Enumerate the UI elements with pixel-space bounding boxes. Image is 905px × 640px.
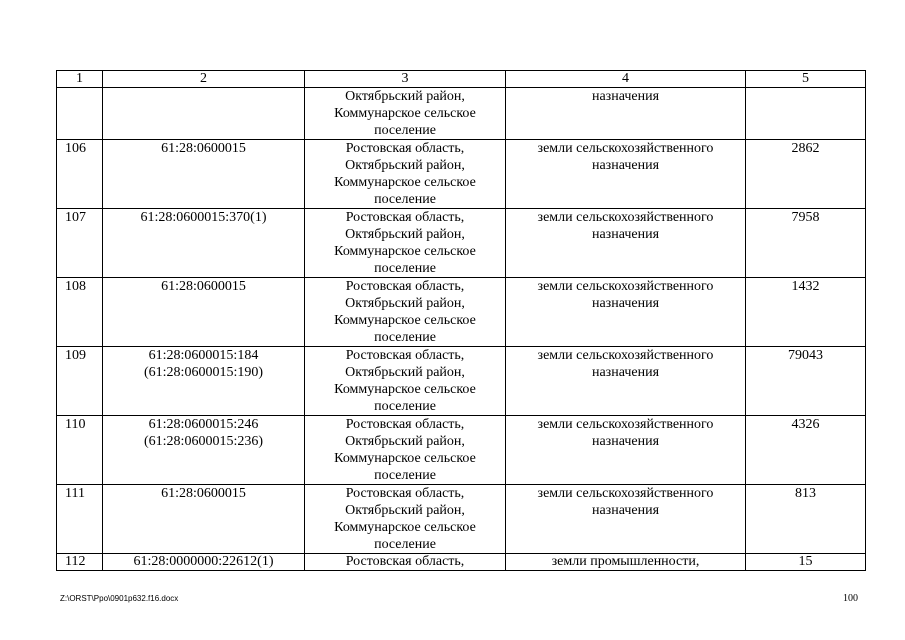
location-line: поселение — [374, 261, 436, 276]
location-cell — [305, 209, 506, 278]
location-line: Коммунарское сельское — [334, 382, 476, 397]
location-line: Октябрьский район, — [345, 503, 465, 518]
location-line: Коммунарское сельское — [334, 244, 476, 259]
cadastral-number-line: 61:28:0600015 — [161, 141, 246, 156]
location-line: Октябрьский район, — [345, 296, 465, 311]
land-category-line: назначения — [591, 503, 660, 518]
row-number-cell: 108 — [57, 278, 103, 347]
land-category-cell — [506, 140, 746, 209]
land-category-line: земли промышленности, — [551, 554, 700, 569]
cadastral-number-cell — [103, 88, 305, 140]
location-cell — [305, 140, 506, 209]
location-line: поселение — [374, 123, 436, 138]
location-line: поселение — [374, 468, 436, 483]
row-number-cell: 109 — [57, 347, 103, 416]
cadastral-number-line: (61:28:0600015:190) — [144, 365, 263, 380]
cadastral-number-cell — [103, 140, 305, 209]
location-cell — [305, 485, 506, 554]
area-cell: 813 — [746, 485, 866, 554]
location-line: Октябрьский район, — [345, 227, 465, 242]
location-cell — [305, 554, 506, 571]
location-cell — [305, 278, 506, 347]
location-line: Ростовская область, — [345, 417, 465, 432]
cadastral-number-line: 61:28:0000000:22612(1) — [133, 554, 274, 569]
location-line: поселение — [374, 330, 436, 345]
row-number-cell — [57, 88, 103, 140]
cadastral-number-line: 61:28:0600015:246 — [148, 417, 259, 432]
cadastral-number-line: 61:28:0600015:184 — [148, 348, 259, 363]
land-category-line: назначения — [591, 227, 660, 242]
land-category-cell — [506, 554, 746, 571]
location-line: Ростовская область, — [345, 348, 465, 363]
land-category-cell — [506, 88, 746, 140]
location-line: поселение — [374, 192, 436, 207]
area-cell: 7958 — [746, 209, 866, 278]
area-cell: 15 — [746, 554, 866, 571]
land-category-line: назначения — [591, 158, 660, 173]
table-row — [57, 416, 866, 485]
document-file-path: Z:\ORST\Ppo\0901p632.f16.docx — [60, 594, 179, 603]
location-line: Ростовская область, — [345, 486, 465, 501]
location-line: Ростовская область, — [345, 279, 465, 294]
location-cell — [305, 347, 506, 416]
land-category-line: земли сельскохозяйственного — [537, 348, 714, 363]
location-line: Октябрьский район, — [345, 434, 465, 449]
land-category-line: назначения — [591, 296, 660, 311]
land-category-cell — [506, 278, 746, 347]
land-category-cell — [506, 416, 746, 485]
area-cell: 2862 — [746, 140, 866, 209]
row-number-cell: 110 — [57, 416, 103, 485]
page-number: 100 — [843, 593, 858, 604]
table-row — [57, 347, 866, 416]
area-cell: 1432 — [746, 278, 866, 347]
location-cell — [305, 88, 506, 140]
location-line: Коммунарское сельское — [334, 106, 476, 121]
cadastral-number-cell — [103, 416, 305, 485]
location-line: поселение — [374, 399, 436, 414]
land-category-line: земли сельскохозяйственного — [537, 417, 714, 432]
table-row — [57, 209, 866, 278]
continuation-row — [57, 88, 866, 140]
table-row — [57, 140, 866, 209]
area-cell: 4326 — [746, 416, 866, 485]
cadastral-number-cell — [103, 278, 305, 347]
land-category-line: земли сельскохозяйственного — [537, 279, 714, 294]
cadastral-number-cell — [103, 554, 305, 571]
table-row — [57, 278, 866, 347]
location-line: Ростовская область, — [345, 141, 465, 156]
location-cell — [305, 416, 506, 485]
cadastral-number-cell — [103, 485, 305, 554]
table-body — [57, 88, 866, 571]
location-line: Октябрьский район, — [345, 89, 465, 104]
location-line: Октябрьский район, — [345, 365, 465, 380]
row-number-cell: 111 — [57, 485, 103, 554]
location-line: Коммунарское сельское — [334, 175, 476, 190]
land-category-cell — [506, 347, 746, 416]
land-category-line: земли сельскохозяйственного — [537, 210, 714, 225]
location-line: Октябрьский район, — [345, 158, 465, 173]
column-number: 5 — [746, 71, 866, 88]
land-category-cell — [506, 209, 746, 278]
location-line: поселение — [374, 537, 436, 552]
column-number: 4 — [506, 71, 746, 88]
land-plots-table — [56, 70, 866, 571]
location-line: Коммунарское сельское — [334, 451, 476, 466]
column-number: 1 — [57, 71, 103, 88]
column-number: 2 — [103, 71, 305, 88]
land-category-line: земли сельскохозяйственного — [537, 141, 714, 156]
cadastral-number-line: 61:28:0600015:370(1) — [140, 210, 267, 225]
cadastral-number-line: (61:28:0600015:236) — [144, 434, 263, 449]
area-cell: 79043 — [746, 347, 866, 416]
column-number-row — [57, 71, 866, 88]
area-cell — [746, 88, 866, 140]
cadastral-number-line: 61:28:0600015 — [161, 279, 246, 294]
land-category-line: назначения — [591, 434, 660, 449]
table-row — [57, 485, 866, 554]
land-category-line: назначения — [591, 89, 660, 104]
column-number: 3 — [305, 71, 506, 88]
cadastral-number-cell — [103, 347, 305, 416]
location-line: Коммунарское сельское — [334, 520, 476, 535]
land-category-cell — [506, 485, 746, 554]
location-line: Ростовская область, — [345, 210, 465, 225]
row-number-cell: 107 — [57, 209, 103, 278]
land-category-line: назначения — [591, 365, 660, 380]
row-number-cell: 106 — [57, 140, 103, 209]
row-number-cell: 112 — [57, 554, 103, 571]
cadastral-number-line: 61:28:0600015 — [161, 486, 246, 501]
land-category-line: земли сельскохозяйственного — [537, 486, 714, 501]
cadastral-number-cell — [103, 209, 305, 278]
location-line: Коммунарское сельское — [334, 313, 476, 328]
location-line: Ростовская область, — [345, 554, 465, 569]
table-row — [57, 554, 866, 571]
